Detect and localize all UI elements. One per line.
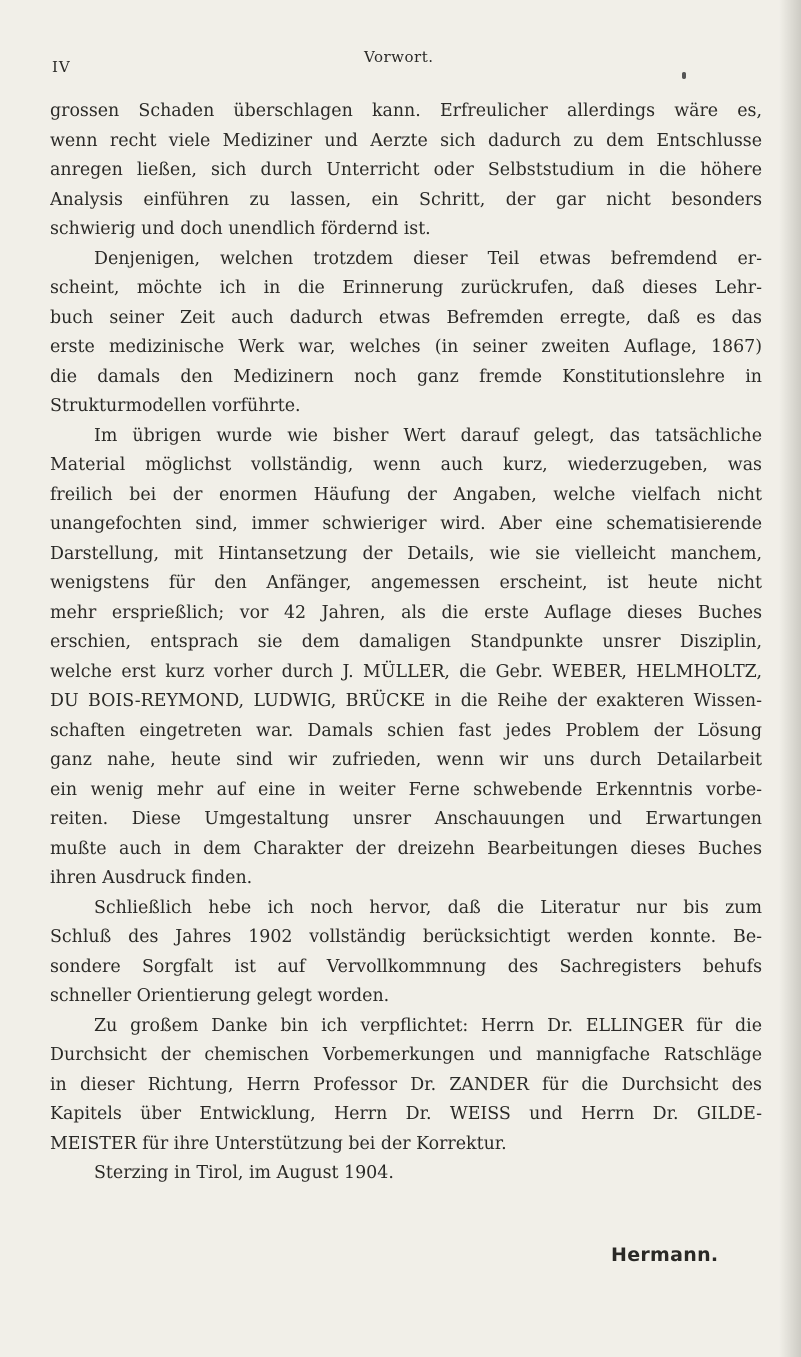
page-number: IV — [52, 58, 71, 76]
text-line: sondere Sorgfalt ist auf Vervollkommnung des Sachregisters behufs — [50, 956, 762, 977]
text-line: Darstellung, mit Hintansetzung der Details, wie sie vielleicht manchem, — [50, 543, 762, 564]
text-line: buch seiner Zeit auch dadurch etwas Befremden erregte, daß es das — [50, 307, 762, 328]
text-line: wenigstens für den Anfänger, angemessen erscheint, ist heute nicht — [50, 573, 762, 593]
text-line: Schließlich hebe ich noch hervor, daß die Literatur nur bis zum — [94, 897, 762, 918]
text-line: grossen Schaden überschlagen kann. Erfreulicher allerdings wäre es, — [50, 101, 762, 121]
author-signature: Hermann. — [611, 1244, 719, 1266]
text-line: erste medizinische Werk war, welches (in seiner zweiten Auflage, 1867) — [50, 337, 762, 357]
text-line: Zu großem Danke bin ich verpflichtet: Herrn Dr. ELLINGER für die — [94, 1015, 762, 1036]
text-line: Analysis einführen zu lassen, ein Schritt, der gar nicht besonders — [50, 189, 762, 210]
text-line: anregen ließen, sich durch Unterricht oder Selbststudium in die höhere — [50, 160, 762, 180]
text-line: DU BOIS-REYMOND, LUDWIG, BRÜCKE in die Reihe der exakteren Wissen- — [50, 691, 762, 711]
text-line: die damals den Medizinern noch ganz fremde Konstitutionslehre in — [50, 366, 762, 387]
text-line: erschien, entsprach sie dem damaligen Standpunkte unsrer Disziplin, — [50, 632, 762, 652]
running-head: Vorwort. — [364, 48, 434, 66]
text-line: Material möglichst vollständig, wenn auch kurz, wiederzugeben, was — [50, 455, 762, 475]
text-line: unangefochten sind, immer schwieriger wird. Aber eine schematisierende — [50, 514, 762, 534]
text-line: Strukturmodellen vorführte. — [50, 396, 301, 416]
text-line: schneller Orientierung gelegt worden. — [50, 986, 390, 1006]
text-line: wenn recht viele Mediziner und Aerzte sich dadurch zu dem Entschlusse — [50, 130, 762, 151]
text-line: Kapitels über Entwicklung, Herrn Dr. WEISS und Herrn Dr. GILDE- — [50, 1104, 762, 1124]
place-date-line: Sterzing in Tirol, im August 1904. — [94, 1163, 394, 1183]
preface-text — [50, 97, 762, 1189]
page-edge-shadow — [779, 0, 801, 1357]
text-line: schwierig und doch unendlich fördernd ist. — [50, 219, 431, 239]
text-line: welche erst kurz vorher durch J. MÜLLER, die Gebr. WEBER, HELMHOLTZ, — [50, 661, 762, 682]
text-line: ein wenig mehr auf eine in weiter Ferne schwebende Erkenntnis vorbe- — [50, 779, 762, 800]
text-line: Schluß des Jahres 1902 vollständig berücksichtigt werden konnte. Be- — [50, 927, 762, 947]
text-line: ihren Ausdruck finden. — [50, 868, 253, 888]
text-line: MEISTER für ihre Unterstützung bei der Korrektur. — [50, 1133, 507, 1154]
ink-speck — [682, 72, 686, 79]
text-line: in dieser Richtung, Herrn Professor Dr. ZANDER für die Durchsicht des — [50, 1074, 762, 1095]
text-line: ganz nahe, heute sind wir zufrieden, wenn wir uns durch Detailarbeit — [50, 750, 762, 770]
text-line: Im übrigen wurde wie bisher Wert darauf gelegt, das tatsächliche — [94, 425, 762, 446]
text-line: scheint, möchte ich in die Erinnerung zurückrufen, daß dieses Lehr- — [50, 278, 762, 298]
text-line: Denjenigen, welchen trotzdem dieser Teil etwas befremdend er- — [94, 248, 762, 269]
text-line: reiten. Diese Umgestaltung unsrer Anschauungen und Erwartungen — [50, 809, 762, 829]
text-line: schaften eingetreten war. Damals schien fast jedes Problem der Lösung — [50, 720, 762, 741]
text-line: mehr ersprießlich; vor 42 Jahren, als die erste Auflage dieses Buches — [50, 602, 762, 623]
text-line: mußte auch in dem Charakter der dreizehn Bearbeitungen dieses Buches — [50, 838, 762, 859]
text-line: freilich bei der enormen Häufung der Angaben, welche vielfach nicht — [50, 484, 762, 505]
text-line: Durchsicht der chemischen Vorbemerkungen und mannigfache Ratschläge — [50, 1045, 762, 1065]
